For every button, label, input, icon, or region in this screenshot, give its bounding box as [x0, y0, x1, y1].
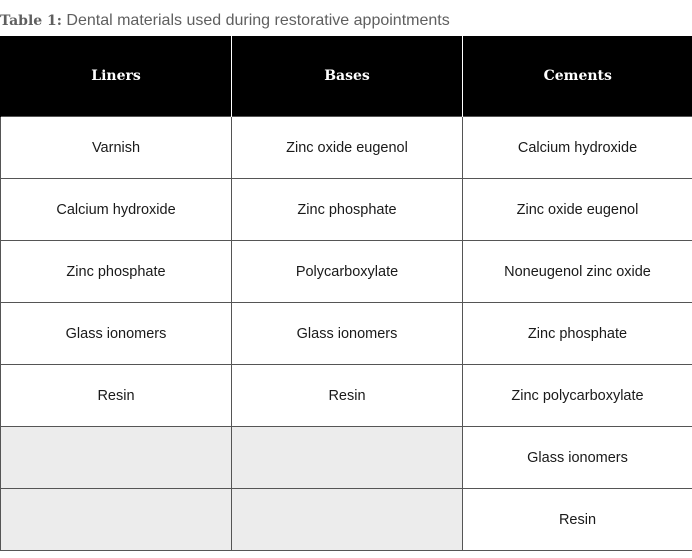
table-cell: Zinc polycarboxylate [463, 365, 692, 427]
table-cell-empty [1, 489, 232, 551]
table-caption-label: Table 1: [0, 13, 62, 29]
dental-materials-table [0, 36, 692, 551]
table-cell-empty [232, 489, 463, 551]
table-row [1, 117, 692, 179]
table-cell: Glass ionomers [1, 303, 232, 365]
table-cell-empty [232, 427, 463, 489]
table-cell: Calcium hydroxide [463, 117, 692, 179]
column-header-liners: Liners [1, 36, 232, 117]
table-cell: Zinc oxide eugenol [463, 179, 692, 241]
table-caption [0, 10, 450, 32]
table-cell: Polycarboxylate [232, 241, 463, 303]
table-cell: Glass ionomers [232, 303, 463, 365]
table-row [1, 303, 692, 365]
table-cell: Zinc oxide eugenol [232, 117, 463, 179]
table-cell: Calcium hydroxide [1, 179, 232, 241]
table-cell: Varnish [1, 117, 232, 179]
table-cell: Resin [232, 365, 463, 427]
table-row [1, 489, 692, 551]
table-row [1, 179, 692, 241]
table-cell: Glass ionomers [463, 427, 692, 489]
table-cell-empty [1, 427, 232, 489]
column-header-cements: Cements [463, 36, 692, 117]
table-cell: Resin [463, 489, 692, 551]
table-caption-text: Dental materials used during restorative appointments [61, 12, 450, 29]
table-cell: Resin [1, 365, 232, 427]
table-row [1, 427, 692, 489]
table-header-row [1, 36, 692, 117]
table-row [1, 365, 692, 427]
table-cell: Zinc phosphate [232, 179, 463, 241]
table-cell: Zinc phosphate [1, 241, 232, 303]
column-header-bases: Bases [232, 36, 463, 117]
table-row [1, 241, 692, 303]
table-cell: Zinc phosphate [463, 303, 692, 365]
table-cell: Noneugenol zinc oxide [463, 241, 692, 303]
